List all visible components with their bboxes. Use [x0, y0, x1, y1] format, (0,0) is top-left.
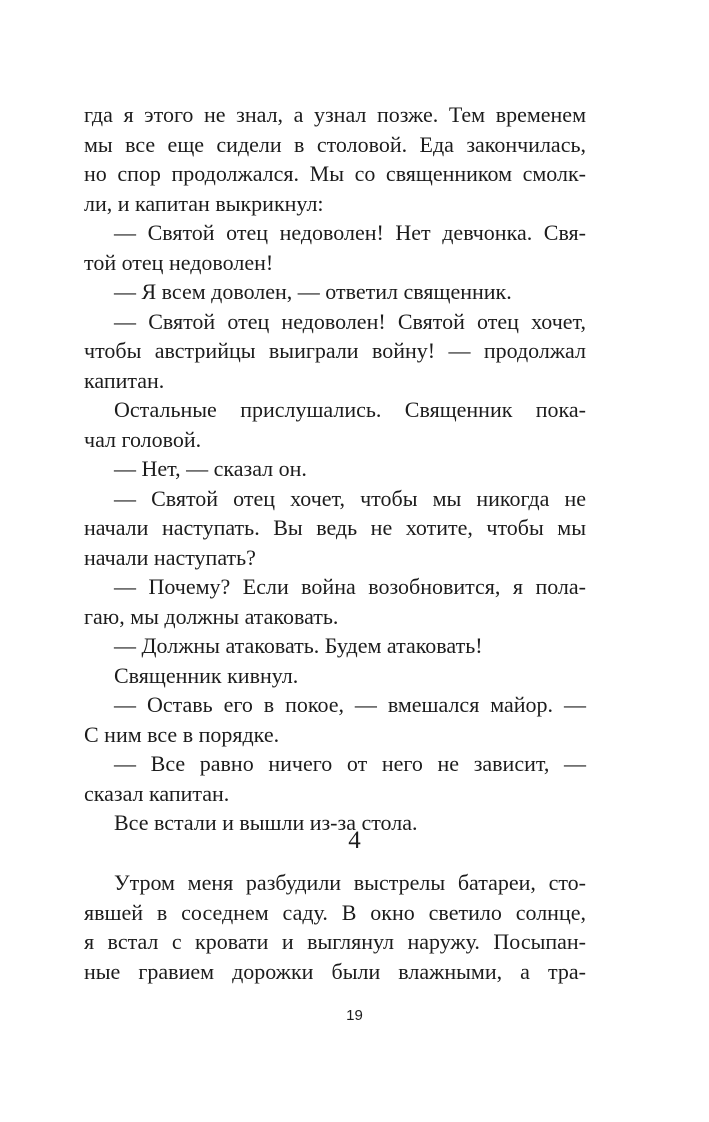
- text-line: но спор продолжался. Мы со священником смолк-: [84, 161, 586, 186]
- text-line: — Святой отец хочет, чтобы мы никогда не: [114, 485, 586, 511]
- text-line: — Почему? Если война возобновится, я пола-: [114, 574, 586, 599]
- text-line: чтобы австрийцы выиграли войну! — продолжал: [84, 338, 586, 363]
- page-number: 19: [346, 1007, 363, 1024]
- text-line: Все встали и вышли из-за стола.: [114, 810, 418, 835]
- text-block-top: [84, 100, 586, 838]
- text-line: начали наступать. Вы ведь не хотите, чтобы мы: [84, 515, 586, 540]
- text-line: — Святой отец недоволен! Нет девчонка. Свя-: [114, 220, 586, 245]
- text-line: Остальные прислушались. Священник пока-: [114, 397, 586, 422]
- text-line: — Я всем доволен, — ответил священник.: [114, 279, 512, 304]
- text-line: гда я этого не знал, а узнал позже. Тем временем: [84, 102, 586, 127]
- text-line: С ним все в порядке.: [84, 721, 280, 747]
- text-line: ные гравием дорожки были влажными, а тра-: [84, 958, 586, 984]
- text-line: — Все равно ничего от него не зависит, —: [114, 751, 586, 776]
- text-line: капитан.: [84, 367, 165, 393]
- text-line: гаю, мы должны атаковать.: [84, 603, 339, 629]
- text-line: — Оставь его в покое, — вмешался майор. —: [114, 692, 586, 717]
- text-line: — Нет, — сказал он.: [114, 456, 307, 481]
- chapter-number: 4: [348, 827, 361, 854]
- text-line: Утром меня разбудили выстрелы батареи, сто-: [114, 870, 586, 895]
- text-line: мы все еще сидели в столовой. Еда закончилась,: [84, 131, 586, 157]
- text-line: ли, и капитан выкрикнул:: [84, 190, 324, 216]
- text-line: Священник кивнул.: [114, 662, 299, 688]
- text-line: сказал капитан.: [84, 780, 230, 806]
- text-line: той отец недоволен!: [84, 249, 274, 275]
- text-line: я встал с кровати и выглянул наружу. Посыпан-: [84, 929, 586, 954]
- text-block-bottom: [84, 868, 586, 986]
- text-line: начали наступать?: [84, 544, 256, 570]
- text-line: — Святой отец недоволен! Святой отец хочет,: [114, 308, 586, 334]
- text-line: явшей в соседнем саду. В окно светило солнце,: [84, 899, 586, 925]
- text-line: — Должны атаковать. Будем атаковать!: [114, 633, 483, 658]
- text-line: чал головой.: [84, 426, 202, 452]
